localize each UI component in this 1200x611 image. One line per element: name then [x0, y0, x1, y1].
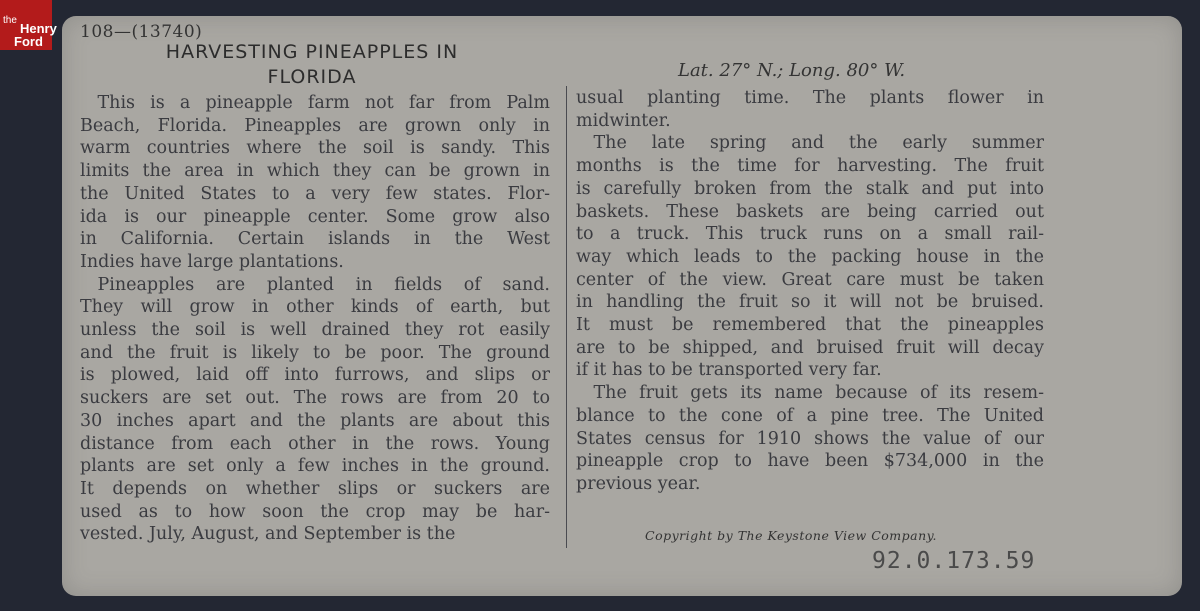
text-line: is carefully broken from the stalk and put into — [576, 178, 1044, 199]
text-line: This is a pineapple farm not far from Palm — [80, 93, 550, 113]
logo-henry: Henry — [20, 21, 57, 36]
text-line: ida is our pineapple center. Some grow also — [80, 206, 550, 227]
text-line: It depends on whether slips or suckers are — [80, 478, 550, 499]
catalog-number: 92.0.173.59 — [872, 548, 1036, 574]
title-line-1: HARVESTING PINEAPPLES IN — [165, 41, 459, 63]
text-line: baskets. These baskets are being carried out — [576, 201, 1044, 222]
text-line: and the fruit is likely to be poor. The ground — [80, 342, 550, 363]
lat-long: Lat. 27° N.; Long. 80° W. — [678, 60, 906, 81]
text-line: States census for 1910 shows the value of our — [576, 428, 1044, 449]
text-line: used as to how soon the crop may be har- — [80, 501, 550, 522]
card-number: 108—(13740) — [80, 22, 203, 42]
henry-ford-logo — [0, 0, 57, 50]
text-line: are to be shipped, and bruised fruit will decay — [576, 337, 1044, 358]
logo-the: the — [3, 15, 17, 26]
text-line: warm countries where the soil is sandy. This — [80, 138, 550, 159]
text-line: previous year. — [576, 473, 701, 494]
logo-ford: Ford — [14, 34, 43, 49]
text-line: 30 inches apart and the plants are about this — [80, 410, 550, 431]
left-text-column — [80, 92, 550, 546]
copyright-line: Copyright by The Keystone View Company. — [645, 528, 938, 543]
text-line: months is the time for harvesting. The fruit — [576, 156, 1044, 177]
text-line: plants are set only a few inches in the ground. — [80, 456, 550, 477]
text-line: is plowed, laid off into furrows, and slips or — [80, 365, 550, 386]
column-divider — [566, 86, 567, 548]
card-title — [72, 40, 552, 90]
text-line: Beach, Florida. Pineapples are grown only in — [80, 115, 550, 136]
text-line: usual planting time. The plants flower in — [576, 88, 1044, 108]
text-line: Indies have large plantations. — [80, 251, 344, 272]
right-text-column — [576, 87, 1044, 496]
text-line: if it has to be transported very far. — [576, 360, 882, 381]
text-line: It must be remembered that the pineapples — [576, 315, 1044, 336]
text-line: Pineapples are planted in fields of sand. — [80, 274, 550, 295]
title-line-2: FLORIDA — [267, 66, 357, 88]
text-line: The late spring and the early summer — [576, 133, 1044, 154]
text-line: They will grow in other kinds of earth, but — [80, 297, 550, 318]
text-line: the United States to a very few states. Flor- — [80, 183, 550, 204]
text-line: center of the view. Great care must be taken — [576, 269, 1044, 290]
text-line: unless the soil is well drained they rot easily — [80, 320, 550, 341]
text-line: way which leads to the packing house in the — [576, 246, 1044, 267]
text-line: vested. July, August, and September is the — [80, 524, 456, 545]
text-line: distance from each other in the rows. Young — [80, 433, 550, 454]
text-line: limits the area in which they can be grown in — [80, 161, 550, 182]
text-line: to a truck. This truck runs on a small rail- — [576, 224, 1044, 245]
text-line: in California. Certain islands in the West — [80, 229, 550, 250]
text-line: blance to the cone of a pine tree. The United — [576, 405, 1044, 426]
text-line: The fruit gets its name because of its resem- — [576, 383, 1044, 404]
text-line: in handling the fruit so it will not be bruised. — [576, 292, 1044, 313]
text-line: midwinter. — [576, 110, 671, 131]
stereoview-card-back — [62, 16, 1182, 596]
text-line: pineapple crop to have been $734,000 in the — [576, 451, 1044, 472]
text-line: suckers are set out. The rows are from 20 to — [80, 388, 550, 409]
